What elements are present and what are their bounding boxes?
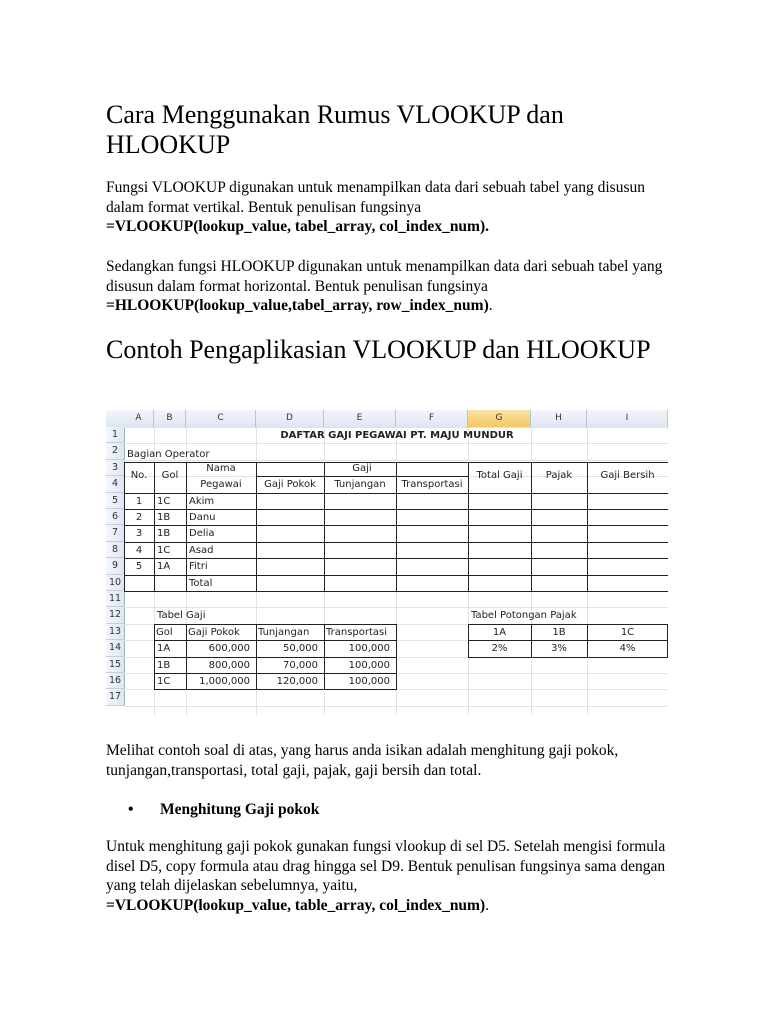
header-gaji: Gaji: [352, 462, 372, 474]
tabel-pajak-value: 4%: [619, 643, 636, 655]
paragraph-menghitung: [106, 837, 681, 915]
row-header-10: 10: [106, 575, 125, 591]
tabel-gaji-cell: 1,000,000: [199, 676, 250, 687]
header-gaji-bersih: Gaji Bersih: [600, 470, 655, 482]
employee-nama: Danu: [189, 512, 216, 523]
border-line: [154, 657, 397, 658]
employee-gol: 1B: [157, 512, 171, 523]
paragraph-vlookup-text: Fungsi VLOOKUP digunakan untuk menampilkan data dari sebuah tabel yang disusun dalam format vertikal. Bentuk penulisan fungsinya: [106, 179, 645, 216]
header-transportasi: Transportasi: [401, 479, 463, 491]
row-header-13: 13: [106, 624, 125, 640]
row-header-17: 17: [106, 689, 125, 705]
tabel-pajak-header: 1A: [492, 626, 507, 638]
tabel-pajak-header: 1B: [552, 626, 566, 638]
paragraph-hlookup-text: Sedangkan fungsi HLOOKUP digunakan untuk menampilkan data dari sebuah tabel yang disusun dalam format horizontal. Bentuk penulisan fungsinya: [106, 258, 663, 295]
employee-no: 3: [135, 528, 143, 540]
tabel-gaji-cell: 1A: [157, 643, 171, 655]
paragraph-melihat-contoh: Melihat contoh soal di atas, yang harus anda isikan adalah menghitung gaji pokok, tunjangan,transportasi, total gaji, pajak, gaji bersih dan total.: [106, 742, 619, 779]
employee-nama: Delia: [189, 528, 215, 540]
paragraph-vlookup: [106, 178, 681, 237]
tabel-gaji-cell: 100,000: [348, 643, 390, 655]
row-header-2: 2: [106, 443, 125, 459]
tabel-gaji-cell: 70,000: [283, 659, 318, 671]
header-gaji-pokok: Gaji Pokok: [264, 479, 316, 491]
border-line: [154, 624, 397, 625]
bullet-gaji-pokok-label: Menghitung Gaji pokok: [160, 801, 320, 818]
employee-no: 1: [135, 495, 143, 507]
row-header-16: 16: [106, 673, 125, 689]
employee-no: 2: [135, 512, 143, 523]
gridline-h: [124, 706, 668, 707]
tabel-gaji-cell: 1B: [157, 659, 171, 671]
column-header-c: C: [186, 410, 256, 428]
heading-cara-menggunakan: Cara Menggunakan Rumus VLOOKUP dan HLOOKUP: [106, 100, 564, 159]
row-header-6: 6: [106, 509, 125, 525]
column-header-h: H: [531, 410, 587, 428]
column-header-a: A: [124, 410, 154, 428]
border-line: [154, 640, 397, 641]
bullet-gaji-pokok: [128, 800, 319, 819]
total-label: Total: [189, 577, 213, 589]
tabel-gaji-cell: 600,000: [208, 643, 250, 655]
column-header-f: F: [396, 410, 468, 428]
tabel-gaji-header: Gol: [156, 626, 173, 638]
tabel-gaji-header: Tunjangan: [258, 626, 310, 638]
column-header-d: D: [256, 410, 324, 428]
border-line: [154, 673, 397, 674]
row-header-5: 5: [106, 493, 125, 509]
tabel-pajak-value: 3%: [551, 643, 567, 655]
tabel-pajak-value: 2%: [491, 643, 508, 655]
employee-no: 4: [135, 544, 143, 556]
gridline-h: [124, 427, 668, 428]
header-nama-1: Nama: [206, 462, 236, 474]
tabel-gaji-title: Tabel Gaji: [157, 610, 206, 622]
header-gol: Gol: [161, 470, 179, 482]
row-header-14: 14: [106, 640, 125, 656]
header-no: No.: [130, 470, 148, 482]
border-line: [154, 689, 397, 690]
column-header-i: I: [587, 410, 668, 428]
employee-gol: 1C: [157, 495, 171, 507]
header-pajak: Pajak: [545, 470, 573, 482]
paragraph-menghitung-text: Untuk menghitung gaji pokok gunakan fungsi vlookup di sel D5. Setelah mengisi formula disel D5, copy formula atau drag hingga sel D9. Bentuk penulisan fungsinya sama dengan yang telah dijelaskan sebelumnya, yaitu,: [106, 838, 666, 894]
border-line: [256, 476, 469, 477]
paragraph-hlookup: [106, 257, 681, 316]
row-header-15: 15: [106, 657, 125, 673]
row-header-12: 12: [106, 607, 125, 623]
bullet-dot: •: [128, 801, 134, 818]
border-line: [154, 624, 155, 691]
border-line: [396, 624, 397, 691]
column-header-e: E: [324, 410, 396, 428]
employee-gol: 1A: [157, 561, 171, 573]
hlookup-formula: =HLOOKUP(lookup_value,tabel_array, row_index_num): [106, 297, 489, 314]
tabel-pajak-header: 1C: [620, 626, 635, 638]
sheet-title: DAFTAR GAJI PEGAWAI PT. MAJU MUNDUR: [280, 430, 514, 441]
header-tunjangan: Tunjangan: [334, 479, 386, 491]
employee-no: 5: [135, 561, 143, 573]
spreadsheet-image: [106, 410, 668, 715]
row-header-11: 11: [106, 591, 125, 607]
row-header-1: 1: [106, 427, 125, 443]
sheet-corner: [106, 410, 125, 428]
tabel-gaji-header: Transportasi: [326, 626, 388, 638]
row-header-4: 4: [106, 476, 125, 492]
tabel-gaji-cell: 1C: [157, 676, 171, 687]
tabel-gaji-cell: 50,000: [283, 643, 318, 655]
heading-contoh-pengaplikasian: Contoh Pengaplikasian VLOOKUP dan HLOOKUP: [106, 335, 651, 364]
row-header-7: 7: [106, 525, 125, 541]
employee-gol: 1C: [157, 544, 171, 556]
tabel-gaji-header: Gaji Pokok: [188, 626, 240, 638]
tabel-gaji-cell: 100,000: [348, 676, 390, 687]
row-header-9: 9: [106, 558, 125, 574]
tabel-gaji-cell: 120,000: [276, 676, 318, 687]
vlookup-formula: =VLOOKUP(lookup_value, tabel_array, col_index_num).: [106, 218, 490, 235]
employee-nama: Akim: [189, 495, 215, 507]
column-header-g: G: [468, 410, 531, 428]
border-line: [468, 657, 668, 658]
sheet-section: Bagian Operator: [127, 449, 210, 461]
tabel-gaji-cell: 800,000: [208, 659, 250, 671]
vlookup-formula-2: =VLOOKUP(lookup_value, table_array, col_index_num): [106, 896, 486, 914]
employee-nama: Fitri: [189, 561, 208, 573]
gridline-h: [124, 607, 668, 608]
row-header-8: 8: [106, 542, 125, 558]
tabel-gaji-cell: 100,000: [348, 659, 390, 671]
header-nama-2: Pegawai: [200, 479, 242, 491]
menghitung-period: .: [485, 896, 490, 914]
row-header-3: 3: [106, 460, 125, 476]
border-line: [468, 640, 668, 641]
column-header-b: B: [154, 410, 186, 428]
border-line: [468, 624, 668, 625]
tabel-pajak-title: Tabel Potongan Pajak: [471, 610, 577, 622]
employee-gol: 1B: [157, 528, 171, 540]
gridline-h: [124, 443, 668, 444]
hlookup-period: .: [488, 297, 493, 314]
header-total-gaji: Total Gaji: [476, 470, 523, 482]
employee-nama: Asad: [189, 544, 214, 556]
